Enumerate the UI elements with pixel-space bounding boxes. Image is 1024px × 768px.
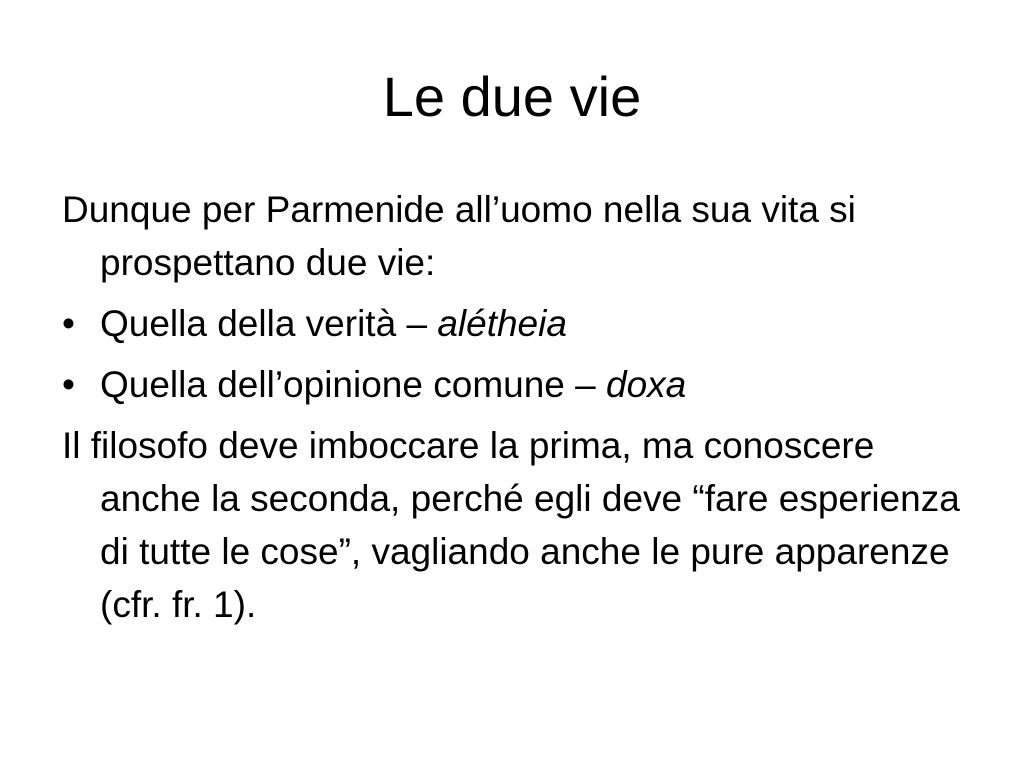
bullet-text: Quella dell’opinione comune – — [100, 364, 607, 405]
bullet-emphasis: alétheia — [437, 303, 567, 344]
bullet-item-opinion — [62, 358, 962, 411]
bullet-emphasis: doxa — [606, 364, 687, 405]
conclusion-paragraph: Il filosofo deve imboccare la prima, ma conoscere anche la seconda, perché egli deve “fare esperienza di tutte le cose”, vagliando anche le pure apparenze (cfr. fr. 1). — [62, 425, 960, 625]
slide-title: Le due vie — [382, 65, 642, 128]
intro-paragraph: Dunque per Parmenide all’uomo nella sua vita si prospettano due vie: — [62, 189, 856, 283]
bullet-item-truth — [62, 297, 962, 350]
slide-body — [62, 183, 962, 639]
bullet-text: Quella della verità – — [100, 303, 438, 344]
bullet-marker: • — [62, 303, 75, 344]
bullet-marker: • — [62, 364, 75, 405]
